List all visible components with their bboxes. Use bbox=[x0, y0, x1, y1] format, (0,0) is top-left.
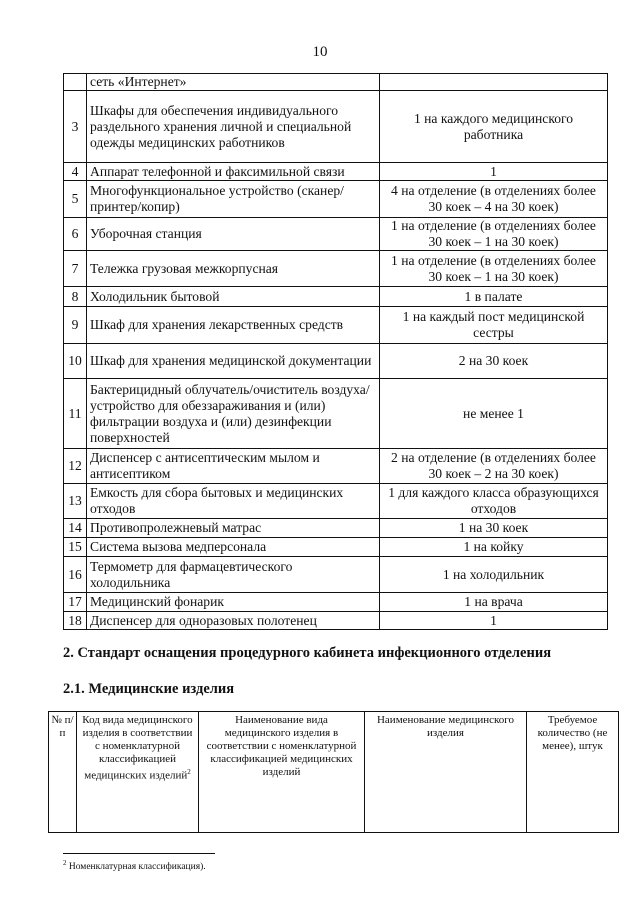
footnote-divider bbox=[63, 853, 215, 854]
table-row bbox=[64, 538, 608, 557]
page-number: 10 bbox=[312, 44, 328, 60]
table-row bbox=[64, 307, 608, 344]
equipment-table bbox=[63, 73, 608, 630]
item-name: Система вызова медперсонала bbox=[87, 538, 380, 557]
item-name: Шкаф для хранения лекарственных средств bbox=[87, 307, 380, 344]
subsection-heading: 2.1. Медицинские изделия bbox=[63, 681, 235, 697]
item-quantity: не менее 1 bbox=[380, 379, 608, 449]
row-number bbox=[64, 74, 87, 91]
item-name: Бактерицидный облучатель/очиститель воздуха/устройство для обеззараживания и (или) фильтрации воздуха и (или) дезинфекции поверхностей bbox=[87, 379, 380, 449]
item-name: сеть «Интернет» bbox=[87, 74, 380, 91]
row-number: 9 bbox=[64, 307, 87, 344]
item-quantity: 1 на отделение (в отделениях более 30 коек – 1 на 30 коек) bbox=[380, 218, 608, 251]
item-name: Многофункциональное устройство (сканер/принтер/копир) bbox=[87, 181, 380, 218]
col-header-code bbox=[77, 712, 199, 833]
table-row bbox=[64, 379, 608, 449]
item-name: Холодильник бытовой bbox=[87, 287, 380, 307]
table-row bbox=[64, 218, 608, 251]
footnote-mark: 2 bbox=[63, 859, 67, 867]
col-header-number: № п/п bbox=[49, 712, 77, 833]
table-row bbox=[64, 449, 608, 484]
row-number: 3 bbox=[64, 91, 87, 163]
col-header-required-quantity: Требуемое количество (не менее), штук bbox=[527, 712, 619, 833]
item-quantity: 1 на каждого медицинского работника bbox=[380, 91, 608, 163]
row-number: 18 bbox=[64, 612, 87, 630]
item-name: Диспенсер для одноразовых полотенец bbox=[87, 612, 380, 630]
item-quantity: 1 на 30 коек bbox=[380, 519, 608, 538]
item-name: Медицинский фонарик bbox=[87, 593, 380, 612]
row-number: 7 bbox=[64, 251, 87, 287]
row-number: 11 bbox=[64, 379, 87, 449]
footnote-ref: 2 bbox=[187, 768, 191, 776]
item-quantity: 1 в палате bbox=[380, 287, 608, 307]
item-quantity bbox=[380, 74, 608, 91]
table-row bbox=[64, 519, 608, 538]
table-row bbox=[64, 557, 608, 593]
item-name: Тележка грузовая межкорпусная bbox=[87, 251, 380, 287]
row-number: 13 bbox=[64, 484, 87, 519]
footnote bbox=[63, 859, 206, 872]
item-quantity: 1 для каждого класса образующихся отходов bbox=[380, 484, 608, 519]
item-quantity: 1 на отделение (в отделениях более 30 коек – 1 на 30 коек) bbox=[380, 251, 608, 287]
table-row bbox=[64, 612, 608, 630]
col-header-kind-name: Наименование вида медицинского изделия в соответствии с номенклатурной классификацией медицинских изделий bbox=[199, 712, 365, 833]
item-name: Термометр для фармацевтического холодильника bbox=[87, 557, 380, 593]
item-quantity: 1 bbox=[380, 163, 608, 181]
row-number: 4 bbox=[64, 163, 87, 181]
table-row bbox=[64, 91, 608, 163]
item-name: Диспенсер с антисептическим мылом и антисептиком bbox=[87, 449, 380, 484]
col-header-device-name: Наименование медицинского изделия bbox=[365, 712, 527, 833]
item-quantity: 1 на холодильник bbox=[380, 557, 608, 593]
row-number: 17 bbox=[64, 593, 87, 612]
item-quantity: 1 на врача bbox=[380, 593, 608, 612]
item-quantity: 2 на отделение (в отделениях более 30 коек – 2 на 30 коек) bbox=[380, 449, 608, 484]
row-number: 15 bbox=[64, 538, 87, 557]
row-number: 6 bbox=[64, 218, 87, 251]
item-quantity: 1 bbox=[380, 612, 608, 630]
row-number: 12 bbox=[64, 449, 87, 484]
row-number: 14 bbox=[64, 519, 87, 538]
col-header-code-text: Код вида медицинского изделия в соответствии с номенклатурной классификацией медицинских изделий bbox=[82, 714, 193, 782]
item-quantity: 2 на 30 коек bbox=[380, 344, 608, 379]
item-name: Шкаф для хранения медицинской документации bbox=[87, 344, 380, 379]
item-quantity: 1 на каждый пост медицинской сестры bbox=[380, 307, 608, 344]
item-name: Противопролежневый матрас bbox=[87, 519, 380, 538]
table-row bbox=[64, 181, 608, 218]
item-name: Аппарат телефонной и факсимильной связи bbox=[87, 163, 380, 181]
section-heading: 2. Стандарт оснащения процедурного кабинета инфекционного отделения bbox=[63, 645, 552, 661]
item-name: Емкость для сбора бытовых и медицинских отходов bbox=[87, 484, 380, 519]
row-number: 5 bbox=[64, 181, 87, 218]
table-row bbox=[64, 593, 608, 612]
footnote-text: Номенклатурная классификация). bbox=[66, 862, 206, 873]
item-name: Шкафы для обеспечения индивидуального раздельного хранения личной и специальной одежды медицинских работников bbox=[87, 91, 380, 163]
item-quantity: 4 на отделение (в отделениях более 30 коек – 4 на 30 коек) bbox=[380, 181, 608, 218]
table-row bbox=[64, 251, 608, 287]
table-row bbox=[64, 287, 608, 307]
table-row bbox=[64, 344, 608, 379]
item-name: Уборочная станция bbox=[87, 218, 380, 251]
item-quantity: 1 на койку bbox=[380, 538, 608, 557]
table-header-row bbox=[49, 712, 619, 833]
row-number: 16 bbox=[64, 557, 87, 593]
row-number: 8 bbox=[64, 287, 87, 307]
table-row bbox=[64, 163, 608, 181]
row-number: 10 bbox=[64, 344, 87, 379]
table-row bbox=[64, 74, 608, 91]
table-row bbox=[64, 484, 608, 519]
medical-devices-table bbox=[48, 711, 619, 833]
